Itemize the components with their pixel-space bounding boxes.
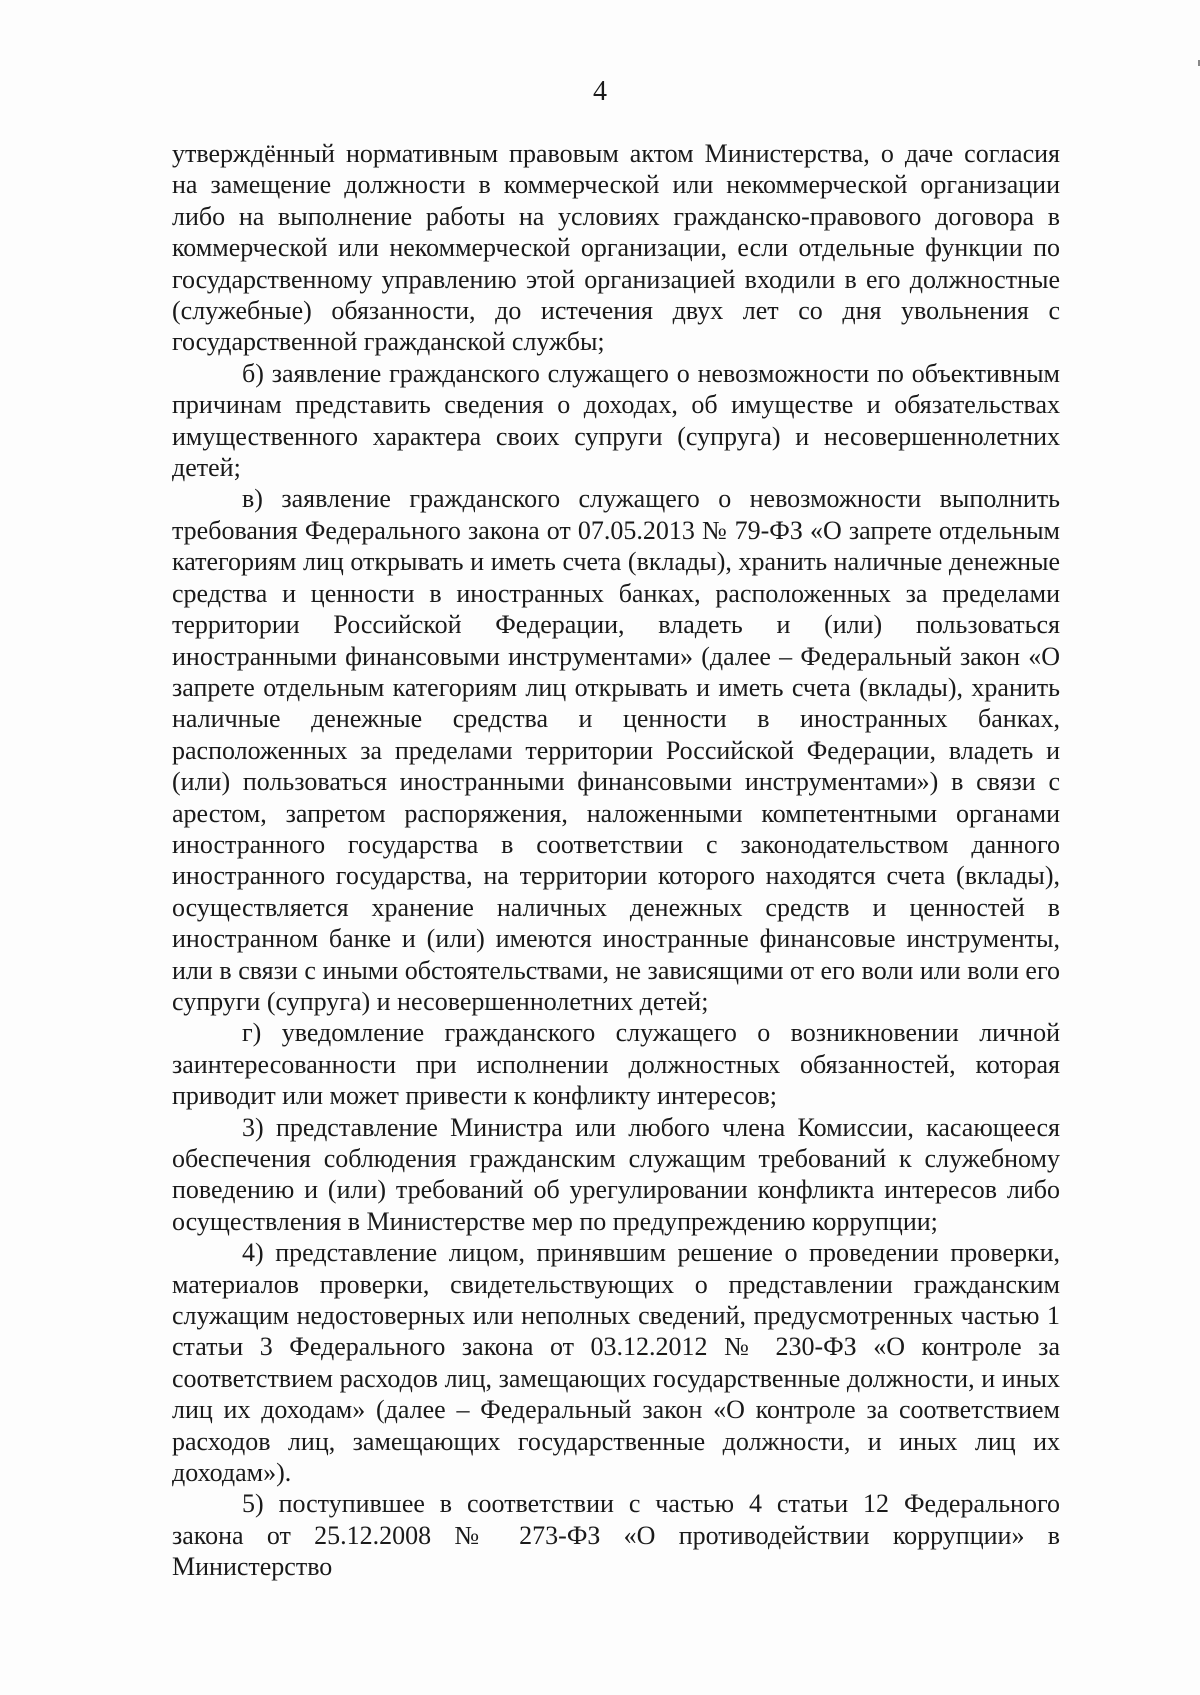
paragraph-item-4: 4) представление лицом, принявшим решение о проведении проверки, материалов проверки, свидетельствующих о представлении гражданским служащим недостоверных или неполных сведений, предусмотренных частью 1 статьи 3 Федерального закона от 03.12.2012 № 230-ФЗ «О контроле за соответствием расходов лиц, замещающих государственные должности, и иных лиц их доходам» (далее – Федеральный закон «О контроле за соответствием расходов лиц, замещающих государственные должности, и иных лиц их доходам»). <box>172 1238 1060 1488</box>
paragraph-item-g: г) уведомление гражданского служащего о возникновении личной заинтересованности при исполнении должностных обязанностей, которая приводит или может привести к конфликту интересов; <box>172 1018 1060 1111</box>
paragraph-item-b: б) заявление гражданского служащего о невозможности по объективным причинам представить сведения о доходах, об имуществе и обязательствах имущественного характера своих супруги (супруга) и несовершеннолетних детей; <box>172 358 1060 483</box>
document-body <box>172 138 1060 1583</box>
paragraph-item-3: 3) представление Министра или любого члена Комиссии, касающееся обеспечения соблюдения гражданским служащим требований к служебному поведению и (или) требований об урегулировании конфликта интересов либо осуществления в Министерстве мер по предупреждению коррупции; <box>172 1112 1060 1236</box>
paragraph-continuation: утверждённый нормативным правовым актом Министерства, о даче согласия на замещение должности в коммерческой или некоммерческой организации либо на выполнение работы на условиях гражданско-правового договора в коммерческой или некоммерческой организации, если отдельные функции по государственному управлению этой организацией входили в его должностные (служебные) обязанности, до истечения двух лет со дня увольнения с государственной гражданской службы; <box>172 139 1060 357</box>
paragraph-item-5: 5) поступившее в соответствии с частью 4 статьи 12 Федерального закона от 25.12.2008 № 273-ФЗ «О противодействии коррупции» в Министерство <box>172 1489 1060 1582</box>
page-number: 4 <box>593 76 607 107</box>
paragraph-item-v: в) заявление гражданского служащего о невозможности выполнить требования Федерального закона от 07.05.2013 № 79-ФЗ «О запрете отдельным категориям лиц открывать и иметь счета (вклады), хранить наличные денежные средства и ценности в иностранных банках, расположенных за пределами территории Российской Федерации, владеть и (или) пользоваться иностранными финансовыми инструментами» (далее – Федеральный закон «О запрете отдельным категориям лиц открывать и иметь счета (вклады), хранить наличные денежные средства и ценности в иностранных банках, расположенных за пределами территории Российской Федерации, владеть и (или) пользоваться иностранными финансовыми инструментами») в связи с арестом, запретом распоряжения, наложенными компетентными органами иностранного государства в соответствии с законодательством данного иностранного государства, на территории которого находятся счета (вклады), осуществляется хранение наличных денежных средств и ценностей в иностранном банке и (или) имеются иностранные финансовые инструменты, или в связи с иными обстоятельствами, не зависящими от его воли или воли его супруги (супруга) и несовершеннолетних детей; <box>172 484 1060 1016</box>
